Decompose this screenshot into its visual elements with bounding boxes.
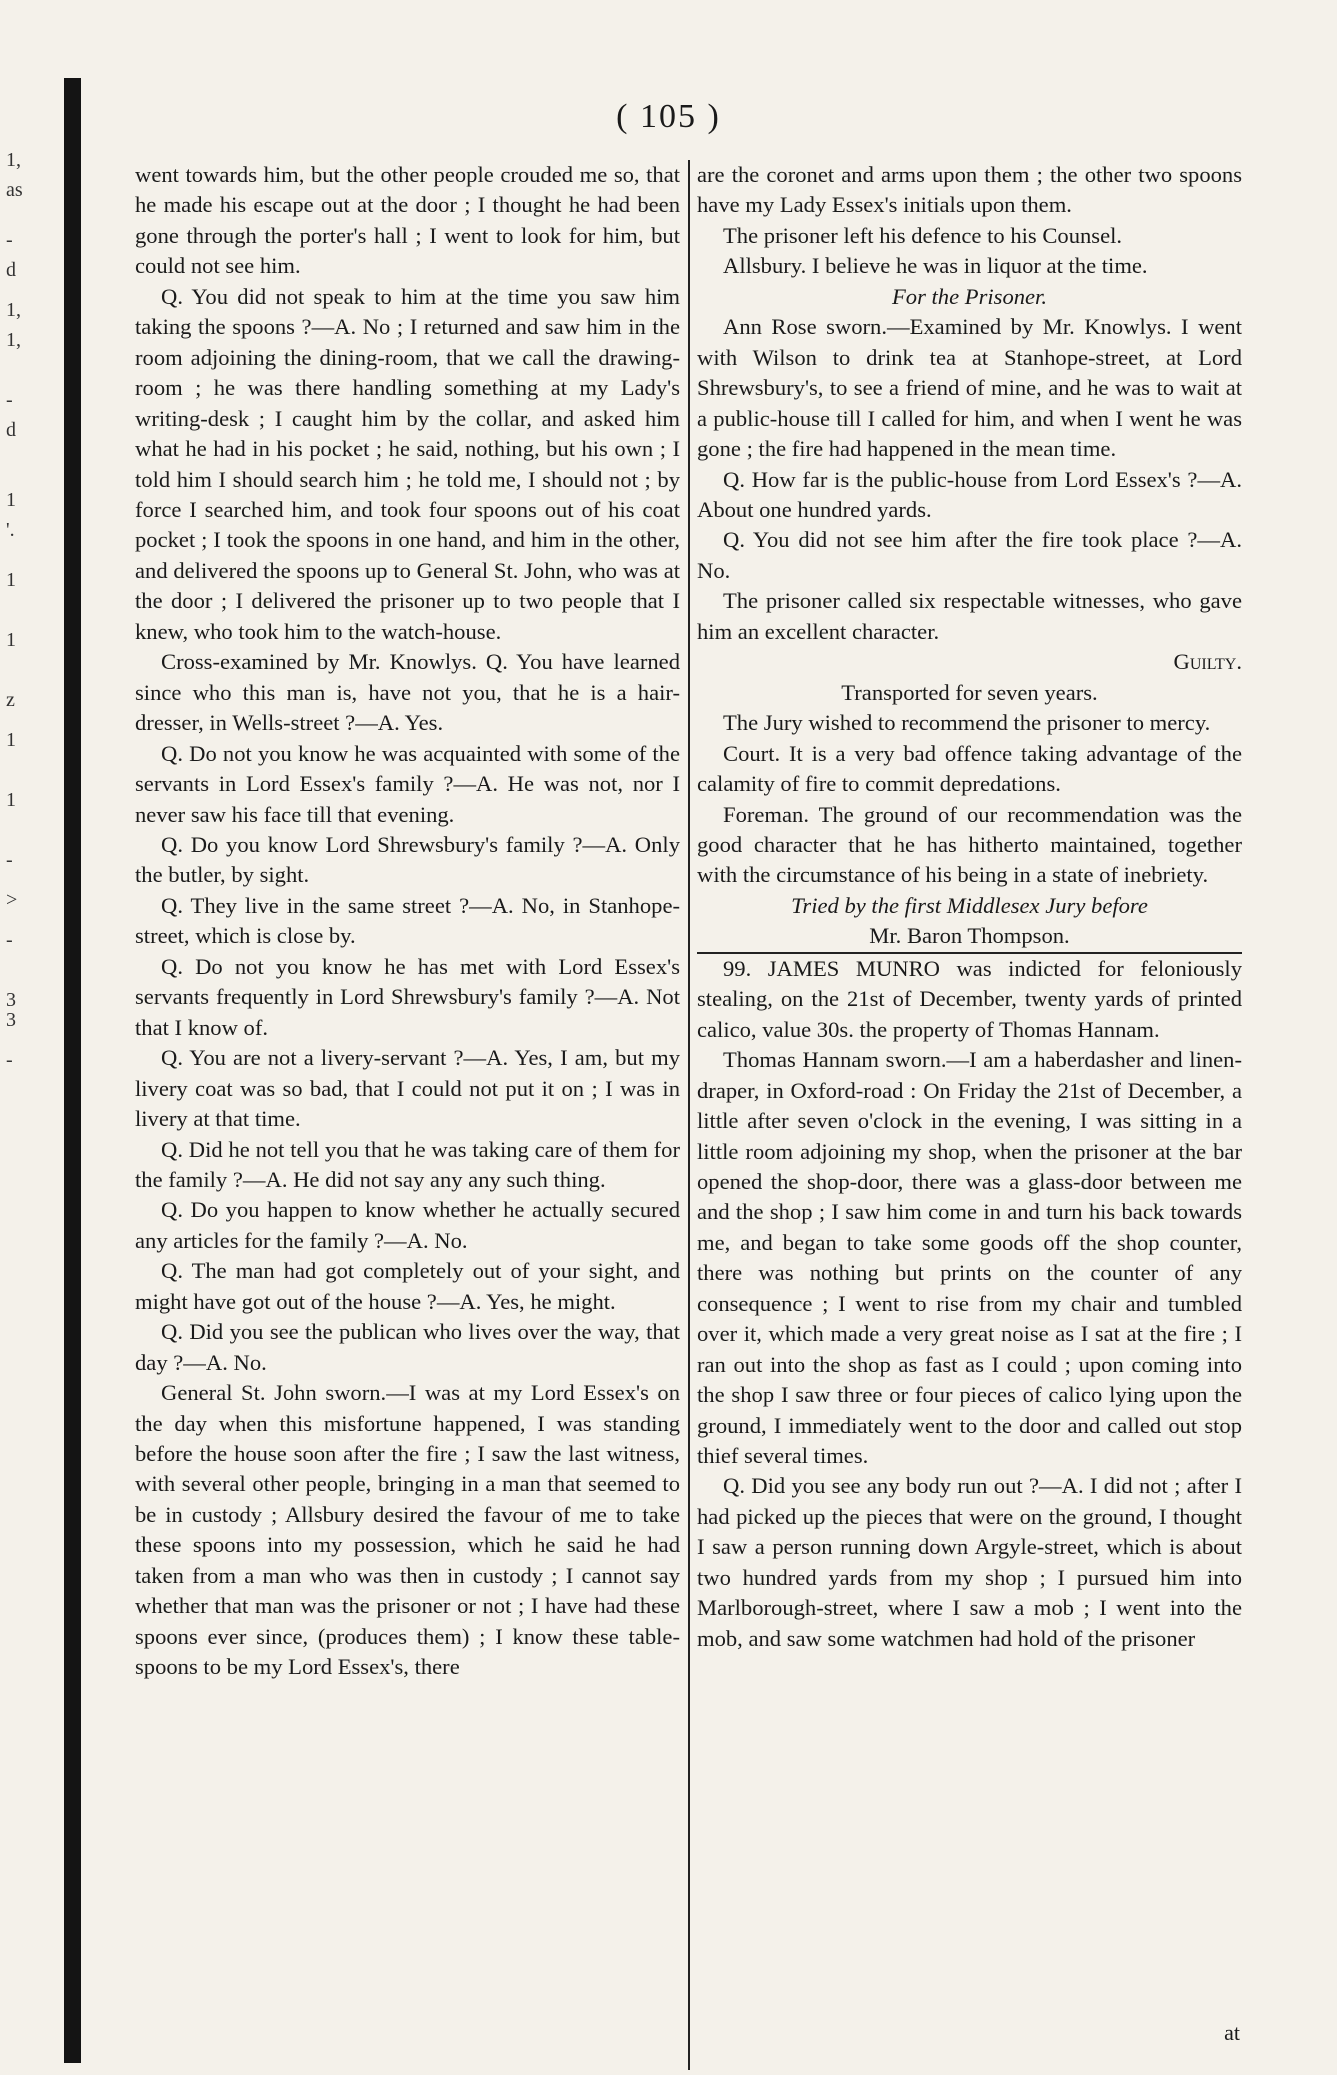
paragraph: Q. You did not see him after the fire took place ?—A. No. <box>697 527 1242 583</box>
margin-mark: z <box>6 689 15 711</box>
paragraph: General St. John sworn.—I was at my Lord Essex's on the day when this misfortune happened, I was standing before the house soon after the fire ; I saw the last witness, with several other people, bringing in a man that seemed to be in custody ; Allsbury desired the favour of me to take these spoons into my possession, which he said he had taken from a man who was then in custody ; I cannot say whether that man was the prisoner or not ; I have had these spoons ever since, (produces them) ; I know these table-spoons to be my Lord Essex's, there <box>135 1380 680 1680</box>
margin-mark: 1 <box>6 789 16 811</box>
paragraph: Q. Do not you know he has met with Lord Essex's servants frequently in Lord Shrewsbury's family ?—A. Not that I know of. <box>135 953 680 1040</box>
paragraph: Q. Did he not tell you that he was taking care of them for the family ?—A. He did not say any any such thing. <box>135 1136 680 1192</box>
paragraph: Q. You did not speak to him at the time you saw him taking the spoons ?—A. No ; I returned and saw him in the room adjoining the dining-room, that we call the drawing-room ; he was there handling something at my Lady's writing-desk ; I caught him by the collar, and asked him what he had in his pocket ; he said, nothing, but his own ; I told him I should search him ; he told me, I should not ; by force I searched him, and took four spoons out of his coat pocket ; I took the spoons in one hand, and him in the other, and delivered the spoons up to General St. John, who was at the door ; I delivered the prisoner up to two people that I knew, who took him to the watch-house. <box>135 283 680 644</box>
paragraph: The prisoner left his defence to his Counsel. <box>723 222 1123 248</box>
paragraph: Q. Did you see any body run out ?—A. I did not ; after I had picked up the pieces that were on the ground, I thought I saw a person running down Argyle-street, which is about two hundred yards from my shop ; I pursued him into Marlborough-street, where I saw a mob ; I went into the mob, and saw some watchmen had hold of the prisoner <box>697 1473 1242 1651</box>
paragraph: Thomas Hannam sworn.—I am a haberdasher and linen-draper, in Oxford-road : On Friday the 21st of December, a little after seven o'clock in the evening, I was sitting in a little room adjoining my shop, when the prisoner at the bar opened the shop-door, there was a glass-door between me and the shop ; I saw him come in and turn his back towards me, and began to take some goods off the shop counter, there was nothing but prints on the counter of any consequence ; I went to rise from my chair and tumbled over it, which made a very great noise as I sat at the fire ; I ran out into the shop as fast as I could ; upon coming into the shop I saw three or four pieces of calico lying upon the ground, I immediately went to the door and called out stop thief several times. <box>697 1047 1242 1469</box>
margin-mark: d <box>6 419 16 441</box>
margin-mark: - <box>6 1049 13 1071</box>
paragraph: Q. Do not you know he was acquainted with some of the servants in Lord Essex's family ?—A. He was not, nor I never saw his face till that evening. <box>135 740 680 827</box>
page-number: ( 105 ) <box>616 98 721 135</box>
paragraph: Q. The man had got completely out of your sight, and might have got out of the house ?—A. Yes, he might. <box>135 1258 680 1314</box>
paragraph: are the coronet and arms upon them ; the other two spoons have my Lady Essex's initials upon them. <box>697 162 1242 218</box>
paragraph: went towards him, but the other people crouded me so, that he made his escape out at the door ; I thought he had been gone through the porter's hall ; I went to look for him, but could not see him. <box>135 162 680 279</box>
catchword: at <box>1224 2020 1240 2045</box>
paragraph: Tried by the first Middlesex Jury before <box>791 892 1148 918</box>
paragraph: Allsbury. I believe he was in liquor at the time. <box>723 253 1148 279</box>
paragraph: Foreman. The ground of our recommendation was the good character that he has hitherto maintained, together with the circumstance of his being in a state of inebriety. <box>697 801 1242 888</box>
margin-mark: - <box>6 389 13 411</box>
paragraph: Guilty. <box>1173 649 1242 675</box>
column-divider <box>688 160 690 2070</box>
binding-gutter <box>64 78 81 2063</box>
margin-mark: - <box>6 849 13 871</box>
margin-mark: 3 <box>6 1009 16 1031</box>
left-column <box>135 160 680 1683</box>
margin-mark: 1 <box>6 729 16 751</box>
paragraph: Q. They live in the same street ?—A. No, in Stanhope-street, which is close by. <box>135 892 680 949</box>
margin-mark: - <box>6 229 13 251</box>
margin-mark: 1, <box>6 329 21 351</box>
paragraph: For the Prisoner. <box>891 283 1047 309</box>
paragraph: The Jury wished to recommend the prisoner to mercy. <box>723 710 1211 736</box>
margin-mark: 3 <box>6 989 16 1011</box>
margin-mark: as <box>6 179 23 201</box>
right-column <box>697 160 1242 1654</box>
paragraph: Q. Do you know Lord Shrewsbury's family ?—A. Only the butler, by sight. <box>135 831 680 888</box>
margin-mark: 1 <box>6 629 16 651</box>
paragraph: Transported for seven years. <box>841 679 1098 705</box>
margin-mark: > <box>6 889 18 911</box>
paragraph: Cross-examined by Mr. Knowlys. Q. You have learned since who this man is, have not you, that he is a hair-dresser, in Wells-street ?—A. Yes. <box>135 649 680 736</box>
margin-mark: d <box>6 259 16 281</box>
paragraph: Court. It is a very bad offence taking advantage of the calamity of fire to commit depredations. <box>697 740 1242 797</box>
paragraph: Q. You are not a livery-servant ?—A. Yes, I am, but my livery coat was so bad, that I could not put it on ; I was in livery at that time. <box>135 1045 680 1132</box>
margin-mark: 1 <box>6 569 16 591</box>
margin-mark: 1, <box>6 149 21 171</box>
paragraph: Q. Do you happen to know whether he actually secured any articles for the family ?—A. No. <box>135 1197 680 1253</box>
paragraph: 99. JAMES MUNRO was indicted for feloniously stealing, on the 21st of December, twenty yards of printed calico, value 30s. the property of Thomas Hannam. <box>697 955 1242 1042</box>
paragraph: The prisoner called six respectable witnesses, who gave him an excellent character. <box>697 588 1242 644</box>
margin-mark: - <box>6 929 13 951</box>
margin-mark: 1, <box>6 299 21 321</box>
margin-marks <box>0 150 30 1350</box>
paragraph: Mr. Baron Thompson. <box>869 923 1070 949</box>
paragraph: Q. Did you see the publican who lives over the way, that day ?—A. No. <box>135 1319 680 1375</box>
paragraph: Q. How far is the public-house from Lord Essex's ?—A. About one hundred yards. <box>697 466 1242 522</box>
paragraph: Ann Rose sworn.—Examined by Mr. Knowlys. I went with Wilson to drink tea at Stanhope-street, at Lord Shrewsbury's, to see a friend of mine, and he was to wait at a public-house till I called for him, and when I went he was gone ; the fire had happened in the mean time. <box>697 314 1242 462</box>
margin-mark: '. <box>6 519 15 541</box>
margin-mark: 1 <box>6 489 16 511</box>
